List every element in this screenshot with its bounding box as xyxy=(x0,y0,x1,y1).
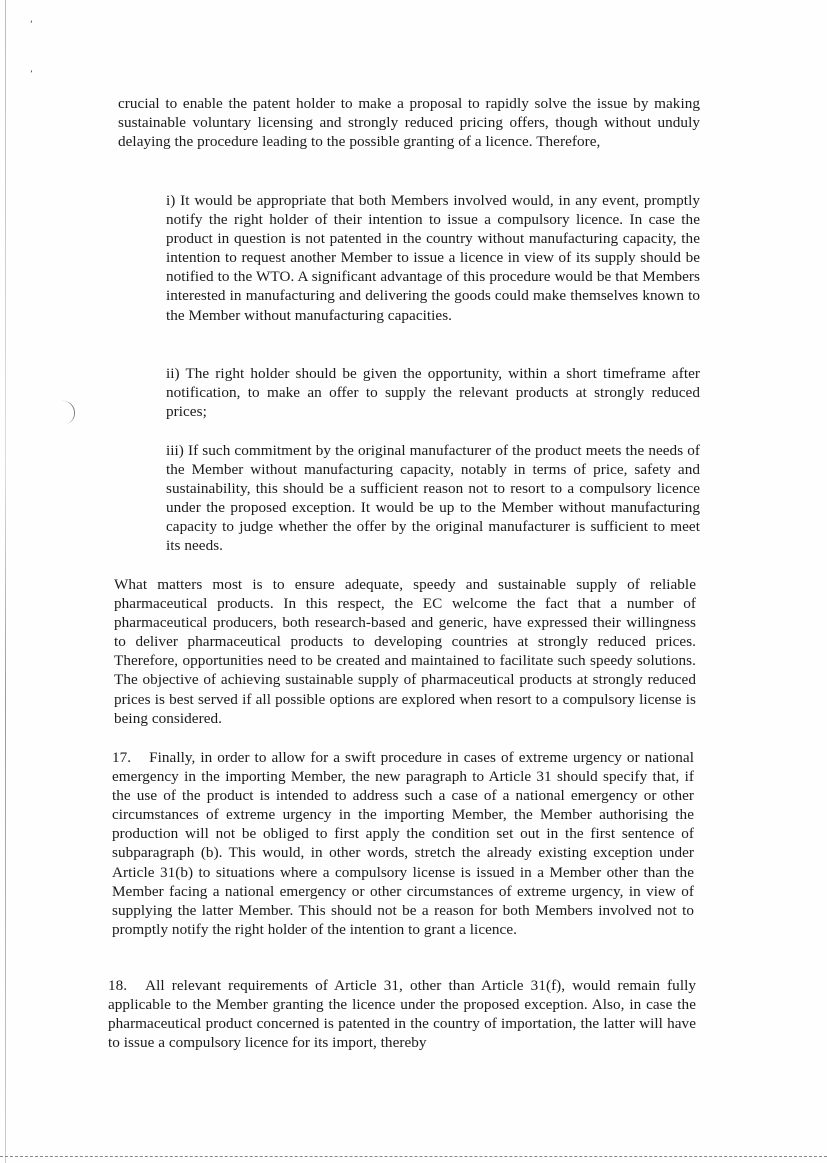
paragraph-17-text: Finally, in order to allow for a swift procedure in cases of extreme urgency or national emergency in the importing Member, the new paragraph to Article 31 should specify that, if the use of the product is intended to address such a case of a national emergency or other circumstances of extreme urgency in the importing Member, the Member authorising the production will not be obliged to first apply the condition set out in the first sentence of subparagraph (b). This would, in other words, stretch the already existing exception under Article 31(b) to situations where a compulsory license is issued in a Member other than the Member facing a national emergency or other circumstances of extreme urgency, in view of supplying the latter Member. This should not be a reason for both Members involved not to promptly notify the right holder of the intention to grant a licence. xyxy=(112,749,694,938)
list-item-iii: iii) If such commitment by the original manufacturer of the product meets the needs of the Member without manufacturing capacity, notably in terms of price, safety and sustainability, this should be a sufficient reason not to resort to a compulsory licence under the proposed exception. It would be up to the Member without manufacturing capacity to judge whether the offer by the original manufacturer is sufficient to meet its needs. xyxy=(166,442,700,555)
paragraph-what-matters: What matters most is to ensure adequate, speedy and sustainable supply of reliable pharmaceutical products. In this respect, the EC welcome the fact that a number of pharmaceutical producers, both research-based and generic, have expressed their willingness to deliver pharmaceutical products to developing countries at strongly reduced prices. Therefore, opportunities need to be created and maintained to facilitate such speedy solutions. The objective of achieving sustainable supply of pharmaceutical products at strongly reduced prices is best served if all possible options are explored when resort to a compulsory license is being considered. xyxy=(114,576,696,727)
paragraph-17 xyxy=(112,748,694,939)
paragraph-17-number: 17. xyxy=(112,749,132,766)
left-margin-line xyxy=(5,0,6,1163)
list-item-i: i) It would be appropriate that both Members involved would, in any event, promptly notify the right holder of their intention to issue a compulsory licence. In case the product in question is not patented in the country without manufacturing capacity, the intention to request another Member to issue a licence in view of its supply should be notified to the WTO. A significant advantage of this procedure would be that Members interested in manufacturing and delivering the goods could make themselves known to the Member without manufacturing capacities. xyxy=(166,192,700,324)
paragraph-18-number: 18. xyxy=(108,977,128,994)
paragraph-crucial: crucial to enable the patent holder to make a proposal to rapidly solve the issue by making sustainable voluntary licensing and strongly reduced pricing offers, though without unduly delaying the procedure leading to the possible granting of a licence. Therefore, xyxy=(118,95,700,151)
list-item-ii: ii) The right holder should be given the opportunity, within a short timeframe after notification, to make an offer to supply the relevant products at strongly reduced prices; xyxy=(166,365,700,421)
scan-speck-mark: ’ xyxy=(30,70,33,80)
paragraph-18-text: All relevant requirements of Article 31, other than Article 31(f), would remain fully applicable to the Member granting the licence under the proposed exception. Also, in case the pharmaceutical product concerned is patented in the country of importation, the latter will have to issue a compulsory licence for its import, thereby xyxy=(108,977,696,1052)
page-bottom-edge xyxy=(0,1156,827,1158)
paragraph-18 xyxy=(108,976,696,1052)
scan-speck-mark: ‘ xyxy=(30,20,33,30)
handwritten-mark xyxy=(58,399,77,425)
